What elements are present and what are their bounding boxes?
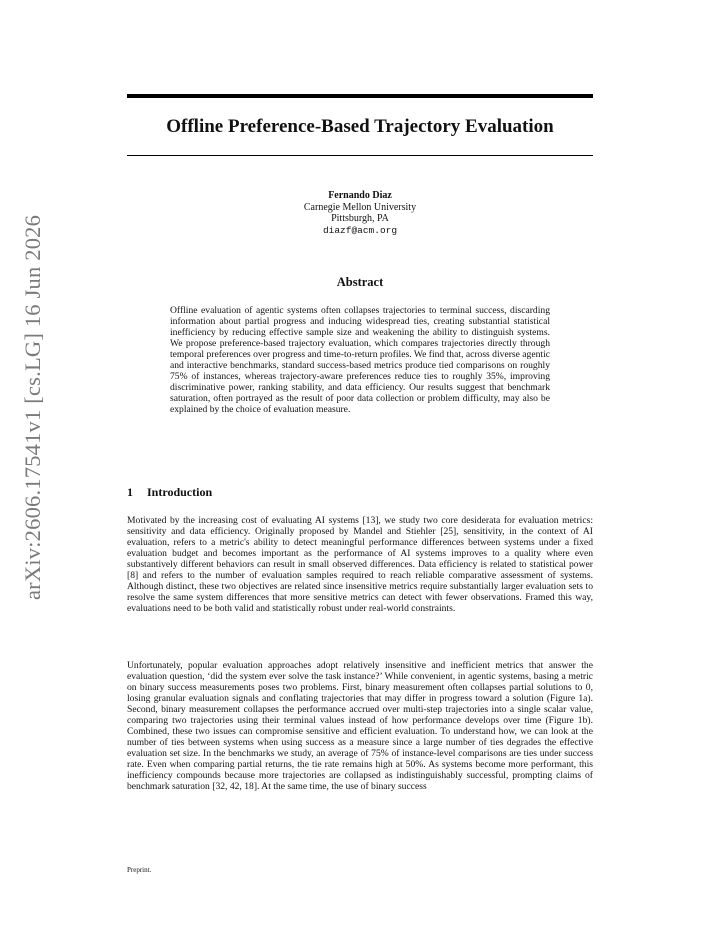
- author-email: diazf@acm.org: [322, 224, 398, 236]
- section-number: 1: [127, 485, 133, 499]
- section-title: Introduction: [147, 485, 213, 499]
- abstract-text: Offline evaluation of agentic systems often collapses trajectories to terminal success, discarding information about partial progress and inducing widespread ties, creating substantial statistical inefficiency by reducing effective sample size and weakening the ability to distinguish systems. We propose preference-based trajectory evaluation, which compares trajectories directly through temporal preferences over progress and time-to-return profiles. We find that, across diverse agentic and interactive benchmarks, standard success-based metrics produce tied comparisons on roughly 75% of instances, whereas trajectory-aware preferences reduce ties to roughly 35%, improving discriminative power, ranking stability, and data efficiency. Our results suggest that benchmark saturation, often portrayed as the result of poor data collection or problem difficulty, may also be explained by the choice of evaluation measure.: [170, 305, 550, 415]
- paper-title: Offline Preference-Based Trajectory Evaluation: [166, 116, 554, 137]
- author-name: Fernando Diaz: [328, 190, 392, 201]
- abstract-heading: Abstract: [336, 275, 384, 289]
- title-top-rule: [127, 94, 593, 98]
- intro-paragraph-1: Motivated by the increasing cost of evaluating AI systems [13], we study two core desiderata for evaluation metrics: sensitivity and data efficiency. Originally proposed by Mandel and Stiehler [25], sensitivity, in the context of AI evaluation, refers to a metric's ability to detect meaningful performance differences between systems under a fixed evaluation budget and becomes important as the performance of AI systems improves to a quality where even substantively different behaviors can result in small observed differences. Data efficiency is related to statistical power [8] and refers to the number of evaluation samples required to reach reliable comparative assessment of systems. Although distinct, these two objectives are related since insensitive metrics require substantially larger evaluation sets to resolve the same system differences that more sensitive metrics can detect with fewer observations. Framed this way, evaluations need to be both valid and statistically robust under real-world constraints.: [127, 515, 593, 614]
- arxiv-identifier-stamp: arXiv:2606.17541v1 [cs.LG] 16 Jun 2026: [20, 214, 45, 600]
- author-affiliation: Carnegie Mellon University: [303, 201, 417, 213]
- intro-paragraph-2: Unfortunately, popular evaluation approaches adopt relatively insensitive and inefficient metrics that answer the evaluation question, ‘did the system ever solve the task instance?’ While convenient, in agentic systems, basing a metric on binary success measurements poses two problems. First, binary measurement often collapses partial solutions to 0, losing granular evaluation signals and conflating trajectories that may differ in progress toward a solution (Figure 1a). Second, binary measurement collapses the performance accrued over multi-step trajectories into a single scalar value, comparing two trajectories using their terminal values instead of how performance develops over time (Figure 1b). Combined, these two issues can compromise sensitive and efficient evaluation. To understand how, we can look at the number of ties between systems when using success as a measure since a large number of ties degrades the effective evaluation set size. In the benchmarks we study, an average of 75% of instance-level comparisons are ties under success rate. Even when comparing partial returns, the tie rate remains high at 50%. As systems become more performant, this inefficiency compounds because more trajectories are collapsed as indistinguishably successful, prompting claims of benchmark saturation [32, 42, 18]. At the same time, the use of binary success: [127, 660, 593, 792]
- section-heading-introduction: [127, 485, 212, 500]
- title-bottom-rule: [127, 155, 593, 156]
- author-block: [127, 190, 593, 236]
- footer-preprint: Preprint.: [127, 866, 152, 874]
- author-location: Pittsburgh, PA: [331, 213, 389, 224]
